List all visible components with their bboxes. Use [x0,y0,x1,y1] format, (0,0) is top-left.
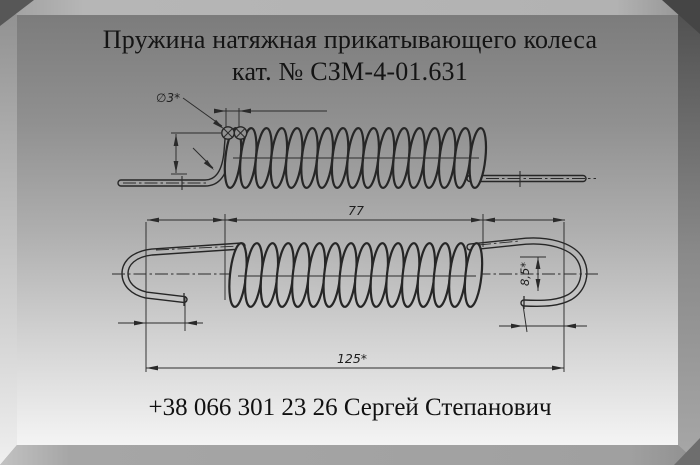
dim-label-overall-length: 125* [336,351,368,366]
title-line-1: Пружина натяжная прикатывающего колеса [102,25,598,54]
dim-label-wire-diameter: ∅3* [156,91,181,105]
contact-phone-line: +38 066 301 23 26 Сергей Степанович [148,394,552,421]
dim-label-hook-offset: 8,5* [518,261,532,287]
dim-label-coil-length: 77 [348,203,364,218]
title-line-2: кат. № СЗМ-4-01.631 [232,57,468,86]
